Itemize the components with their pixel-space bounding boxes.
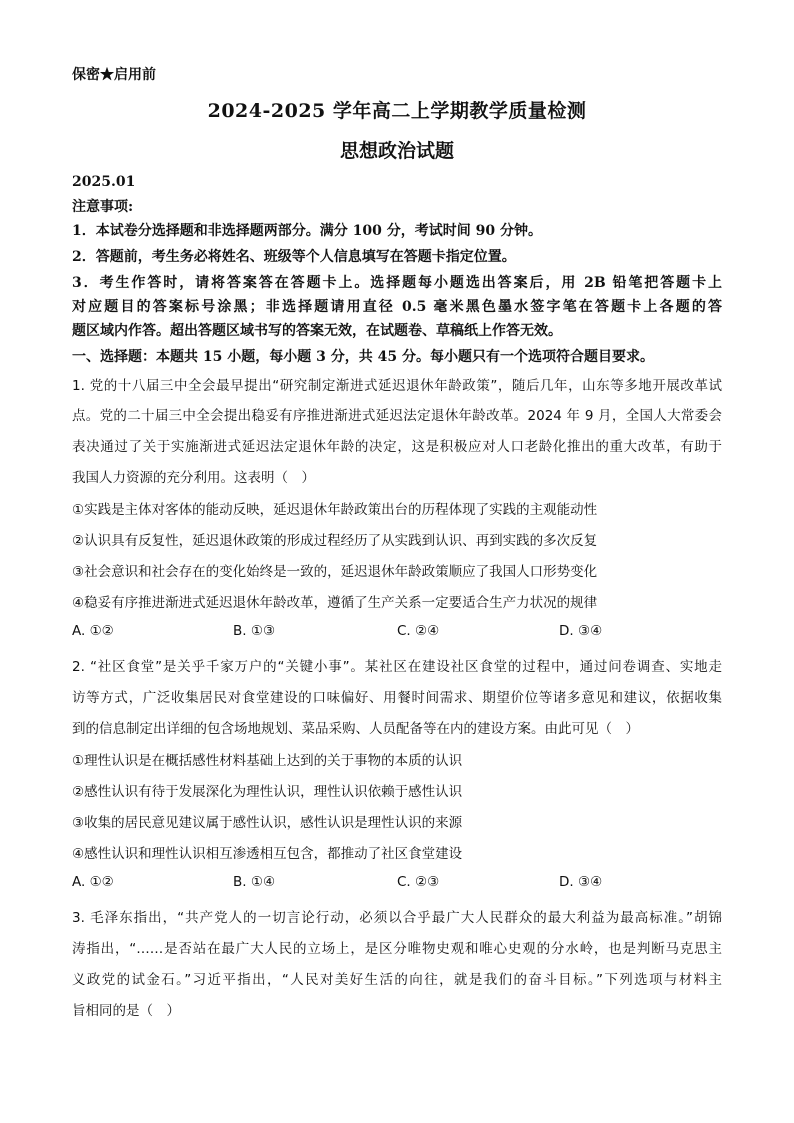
notice-item: 2．答题前，考生务必将姓名、班级等个人信息填写在答题卡指定位置。 bbox=[72, 249, 516, 265]
question-stem: 2. “社区食堂”是关乎千家万户的“关键小事”。某社区在建设社区食堂的过程中，通过问卷调查、实地走 bbox=[72, 659, 722, 675]
section-heading: 一、选择题：本题共 15 小题，每小题 3 分，共 45 分。每小题只有一个选项符合题目要求。 bbox=[72, 349, 654, 365]
option-c[interactable]: C. ②③ bbox=[397, 874, 440, 890]
notice-item: 题区域内作答。超出答题区域书写的答案无效，在试题卷、草稿纸上作答无效。 bbox=[72, 323, 562, 339]
statement-item: ③社会意识和社会存在的变化始终是一致的，延迟退休年龄政策顺应了我国人口形势变化 bbox=[72, 564, 598, 580]
exam-date: 2025.01 bbox=[72, 174, 136, 190]
question-stem: 旨相同的是（ ） bbox=[72, 1003, 180, 1019]
statement-item: ①实践是主体对客体的能动反映，延迟退休年龄政策出台的历程体现了实践的主观能动性 bbox=[72, 502, 598, 518]
question-stem: 我国人力资源的充分利用。这表明（ ） bbox=[72, 470, 315, 486]
notice-heading: 注意事项: bbox=[72, 199, 134, 215]
question-stem: 点。党的二十届三中全会提出稳妥有序推进渐进式延迟法定退休年龄改革。2024 年 9 月，全国人大常委会 bbox=[72, 408, 722, 424]
notice-item: 3．考生作答时，请将答案答在答题卡上。选择题每小题选出答案后，用 2B 铅笔把答题卡上 bbox=[72, 275, 722, 291]
statement-item: ④感性认识和理性认识相互渗透相互包含，都推动了社区食堂建设 bbox=[72, 846, 463, 862]
option-a[interactable]: A. ①② bbox=[72, 874, 114, 890]
option-b[interactable]: B. ①③ bbox=[233, 623, 276, 639]
question-stem: 1. 党的十八届三中全会最早提出“研究制定渐进式延迟退休年龄政策”，随后几年，山东等多地开展改革试 bbox=[72, 378, 722, 394]
confidential-mark: 保密★启用前 bbox=[72, 67, 156, 83]
question-stem: 3. 毛泽东指出，“共产党人的一切言论行动，必须以合乎最广大人民群众的最大利益为最高标准。”胡锦 bbox=[72, 910, 722, 926]
option-d[interactable]: D. ③④ bbox=[559, 623, 603, 639]
notice-item: 1．本试卷分选择题和非选择题两部分。满分 100 分，考试时间 90 分钟。 bbox=[72, 223, 542, 239]
statement-item: ④稳妥有序推进渐进式延迟退休年龄改革，遵循了生产关系一定要适合生产力状况的规律 bbox=[72, 595, 598, 611]
option-a[interactable]: A. ①② bbox=[72, 623, 114, 639]
statement-item: ①理性认识是在概括感性材料基础上达到的关于事物的本质的认识 bbox=[72, 753, 463, 769]
question-stem: 义政党的试金石。”习近平指出，“人民对美好生活的向往，就是我们的奋斗目标。”下列选项与材料主 bbox=[72, 972, 722, 988]
statement-item: ③收集的居民意见建议属于感性认识，感性认识是理性认识的来源 bbox=[72, 815, 463, 831]
question-stem: 表决通过了关于实施渐进式延迟法定退休年龄的决定，这是积极应对人口老龄化推出的重大改革，有助于 bbox=[72, 439, 722, 455]
option-d[interactable]: D. ③④ bbox=[559, 874, 603, 890]
option-c[interactable]: C. ②④ bbox=[397, 623, 440, 639]
exam-title: 2024-2025 学年高二上学期教学质量检测 bbox=[207, 100, 587, 122]
notice-item: 对应题目的答案标号涂黑；非选择题请用直径 0.5 毫米黑色墨水签字笔在答题卡上各题的答 bbox=[72, 299, 722, 315]
question-stem: 涛指出，“……是否站在最广大人民的立场上，是区分唯物史观和唯心史观的分水岭，也是判断马克思主 bbox=[72, 941, 722, 957]
question-stem: 到的信息制定出详细的包含场地规划、菜品采购、人员配备等在内的建设方案。由此可见（ ） bbox=[72, 721, 639, 737]
statement-item: ②认识具有反复性，延迟退休政策的形成过程经历了从实践到认识、再到实践的多次反复 bbox=[72, 533, 598, 549]
statement-item: ②感性认识有待于发展深化为理性认识，理性认识依赖于感性认识 bbox=[72, 784, 463, 800]
exam-subject: 思想政治试题 bbox=[339, 140, 454, 162]
option-b[interactable]: B. ①④ bbox=[233, 874, 276, 890]
question-stem: 访等方式，广泛收集居民对食堂建设的口味偏好、用餐时间需求、期望价位等诸多意见和建议，依据收集 bbox=[72, 690, 722, 706]
